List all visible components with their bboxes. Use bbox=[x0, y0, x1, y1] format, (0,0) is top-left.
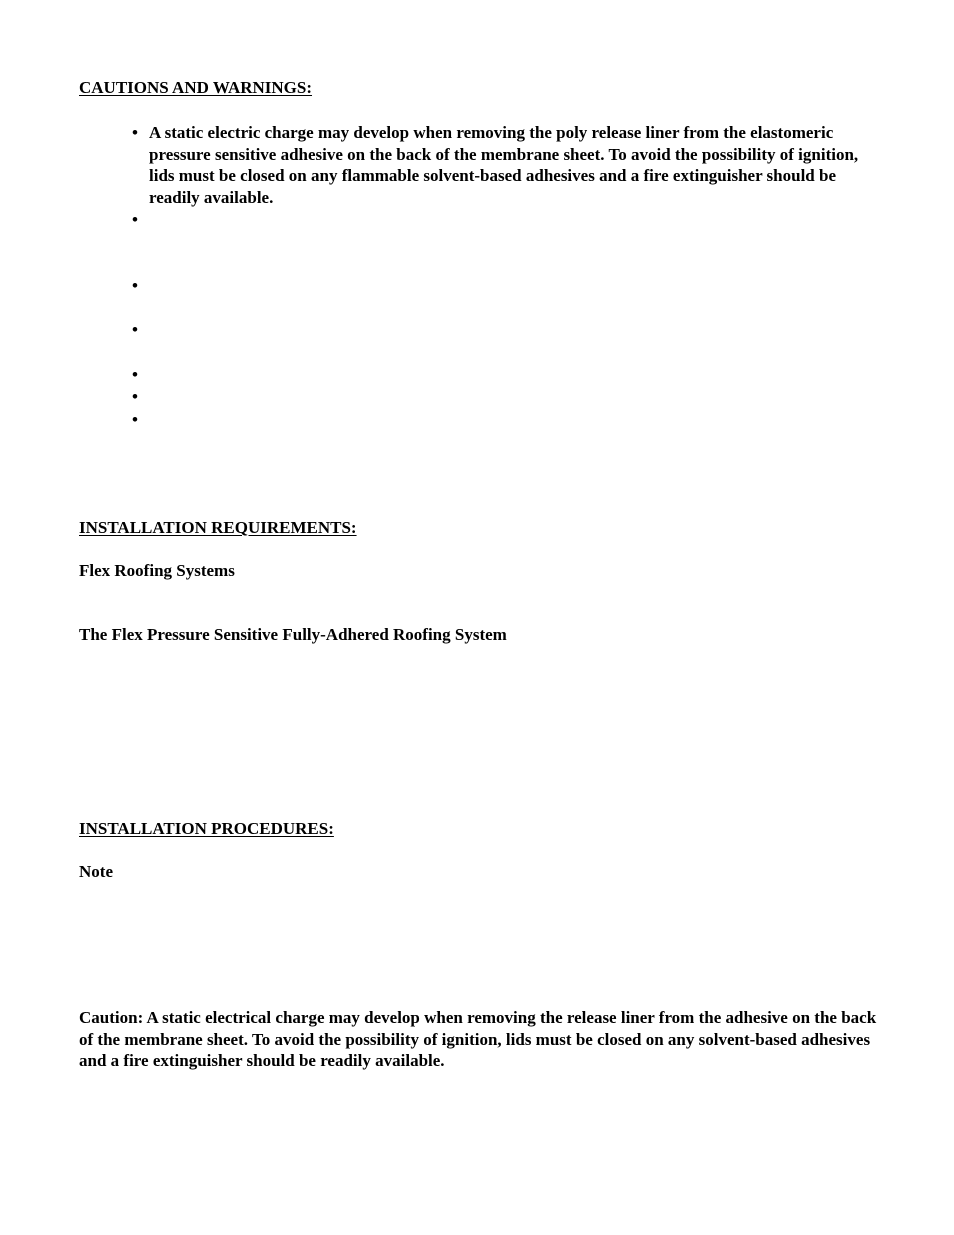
bullet-marker: • bbox=[132, 365, 138, 384]
pressure-sensitive-system-subheading: The Flex Pressure Sensitive Fully-Adhered Roofing System bbox=[79, 625, 507, 644]
installation-procedures-heading: INSTALLATION PROCEDURES: bbox=[79, 819, 334, 838]
bullet-marker: • bbox=[132, 410, 138, 429]
caution-paragraph: Caution: A static electrical charge may develop when removing the release liner from the adhesive on the back of the membrane sheet. To avoid the possibility of ignition, lids must be closed on any solvent-based adhesives and a fire extinguisher should be readily available. bbox=[79, 1008, 877, 1070]
bullet-marker: • bbox=[132, 320, 138, 339]
bullet-marker: • bbox=[132, 123, 138, 142]
cautions-heading: CAUTIONS AND WARNINGS: bbox=[79, 78, 313, 97]
installation-requirements-heading: INSTALLATION REQUIREMENTS: bbox=[79, 518, 357, 537]
note-label: Note bbox=[79, 862, 113, 881]
bullet-marker: • bbox=[132, 210, 138, 229]
flex-roofing-systems-subheading: Flex Roofing Systems bbox=[79, 561, 235, 580]
bullet-marker: • bbox=[132, 276, 138, 295]
bullet-marker: • bbox=[132, 387, 138, 406]
caution-item-text: A static electric charge may develop when removing the poly release liner from the elastomeric pressure sensitive adhesive on the back of the membrane sheet. To avoid the possibility of ignition, lids must be closed on any flammable solvent-based adhesives and a fire extinguisher should be readily available. bbox=[149, 123, 859, 207]
